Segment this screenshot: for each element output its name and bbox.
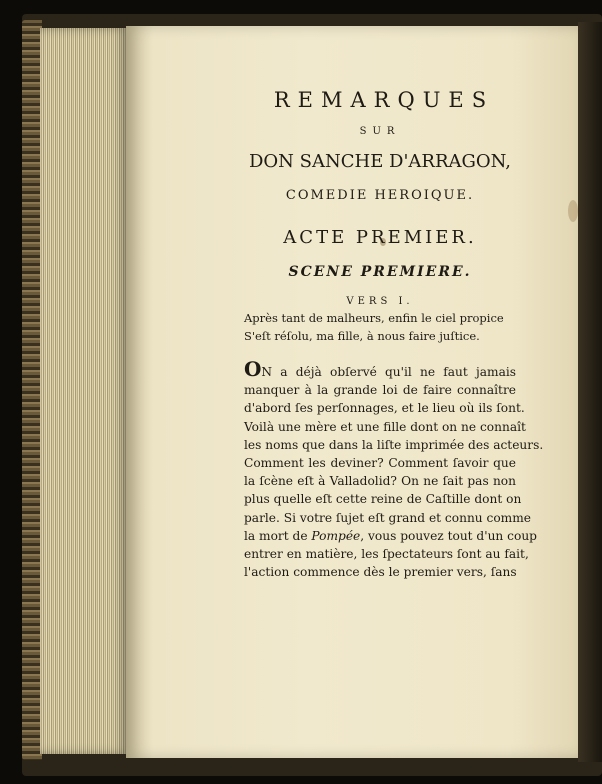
commentary-line: d'abord ſes perſonnages, et le lieu où ils ſont. (244, 401, 525, 416)
scene-heading: SCENE PREMIERE. (288, 264, 472, 280)
book-spine-edge (22, 20, 42, 760)
page-title: REMARQUES (273, 88, 495, 112)
commentary-line: la mort de Pompée, vous pouvez tout d'un coup (244, 528, 537, 543)
page-stack-edges (40, 28, 128, 754)
verse-line: S'eſt réſolu, ma fille, à nous faire juſtice. (244, 329, 480, 343)
commentary-line: parle. Si votre ſujet eſt grand et connu comme (244, 510, 532, 525)
commentary-line: plus quelle eſt cette reine de Caſtille dont on (244, 492, 522, 507)
verse-quote (244, 309, 516, 345)
page-stain (568, 200, 578, 222)
commentary-line: Voilà une mère et une fille dont on ne connaît (244, 419, 526, 434)
commentary-line: la ſcène eſt à Valladolid? On ne ſait pas non (244, 474, 516, 489)
verse-line: Après tant de malheurs, enfin le ciel propice (244, 311, 504, 325)
verse-heading: VERS I. (346, 296, 414, 307)
commentary-line: Comment les deviner? Comment ſavoir que (244, 456, 516, 471)
commentary-line: entrer en matière, les ſpectateurs ſont au fait, (244, 547, 529, 562)
page-text (244, 88, 544, 581)
act-heading: ACTE PREMIER. (283, 227, 477, 248)
facing-page-edge (578, 22, 602, 762)
subtitle-sur: SUR (359, 126, 401, 137)
play-title: DON SANCHE D'ARRAGON, (248, 151, 511, 172)
drop-cap: O (244, 357, 262, 381)
commentary-line: ON a déjà obſervé qu'il ne faut jamais (244, 357, 516, 381)
commentary-paragraph (244, 357, 544, 581)
commentary-line: manquer à la grande loi de faire connaître (244, 383, 516, 398)
commentary-line: les noms que dans la liſte imprimée des acteurs. (244, 437, 544, 452)
commentary-line: l'action commence dès le premier vers, ſans (244, 565, 517, 580)
play-genre: COMEDIE HEROIQUE. (285, 188, 475, 203)
italic-name: Pompée (311, 528, 361, 543)
